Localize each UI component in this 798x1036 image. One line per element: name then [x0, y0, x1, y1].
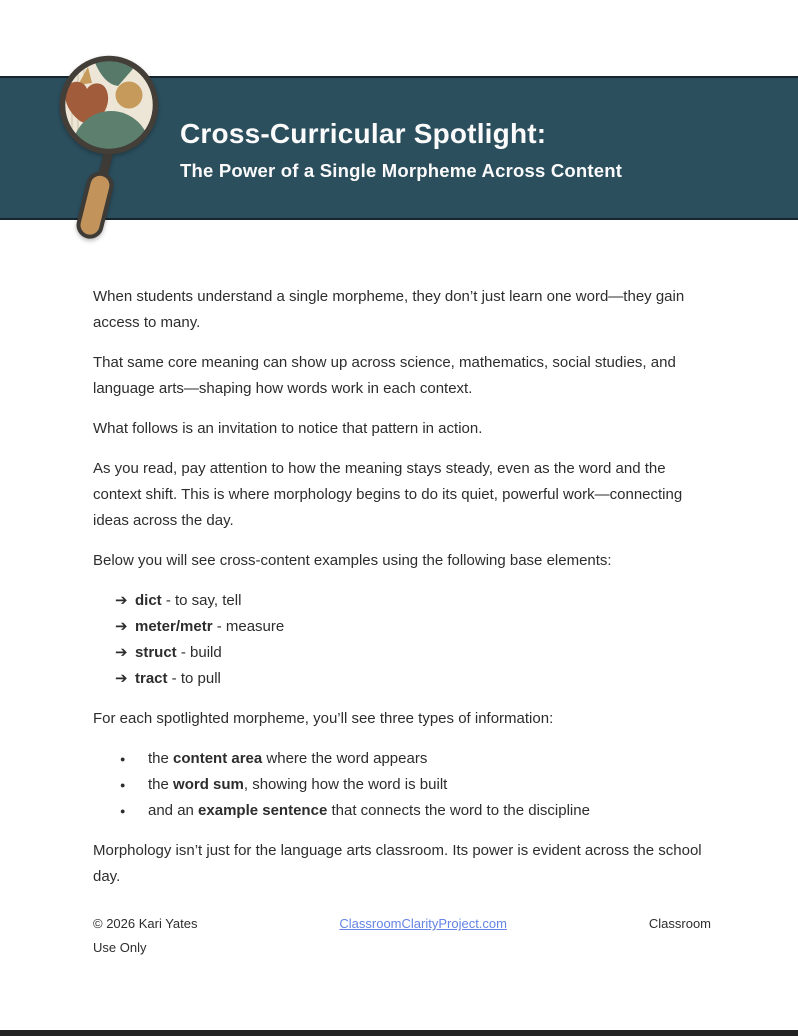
as-you-read-paragraph: As you read, pay attention to how the meaning stays steady, even as the word and the context shift. This is where morphology begins to do its quiet, powerful work—connecting ideas across the day. [93, 460, 683, 529]
arrow-bullet-icon: ➔ [115, 592, 128, 609]
arrow-bullet-icon: ➔ [115, 618, 128, 635]
next-page-edge [0, 1030, 798, 1036]
list-item-example-sentence [93, 798, 711, 824]
document-body [93, 284, 711, 960]
arrow-bullet-icon: ➔ [115, 644, 128, 661]
list-item-text: tract - to pull [135, 670, 221, 687]
list-item-word-sum [93, 772, 711, 798]
dot-bullet-icon: ● [120, 780, 126, 790]
magnifier-handle [76, 144, 121, 239]
arrow-bullet-icon: ➔ [115, 670, 128, 687]
footer-link[interactable]: ClassroomClarityProject.com [339, 916, 507, 931]
page-subtitle: The Power of a Single Morpheme Across Content [180, 160, 623, 181]
magnifying-glass-logo-icon [58, 55, 170, 241]
info-types-list [93, 746, 711, 824]
intro-paragraph: When students understand a single morpheme, they don’t just learn one word—they gain access to many. [93, 288, 685, 331]
page-footer [93, 912, 711, 960]
page-title: Cross-Curricular Spotlight: [180, 118, 547, 149]
list-item-content-area [93, 746, 711, 772]
dot-bullet-icon: ● [120, 806, 126, 816]
copyright-text: © 2026 Kari Yates [93, 916, 198, 931]
list-item-tract [93, 666, 711, 692]
list-item-text: struct - build [135, 644, 222, 661]
header-titles [180, 118, 622, 181]
closing-paragraph: Morphology isn’t just for the language arts classroom. Its power is evident across the school day. [93, 842, 702, 885]
invitation-paragraph: What follows is an invitation to notice that pattern in action. [93, 420, 483, 437]
list-item-meter [93, 614, 711, 640]
core-meaning-paragraph: That same core meaning can show up across science, mathematics, social studies, and language arts—shaping how words work in each context. [93, 354, 676, 397]
footer-right-text: Classroom [648, 916, 711, 931]
info-types-intro: For each spotlighted morpheme, you’ll see three types of information: [93, 710, 554, 727]
list-item-text: and an example sentence that connects the word to the discipline [148, 802, 590, 819]
base-elements-list [93, 588, 711, 692]
footer-second-line: Use Only [93, 940, 147, 955]
list-item-text: the content area where the word appears [148, 750, 428, 767]
dot-bullet-icon: ● [120, 754, 126, 764]
list-item-dict [93, 588, 711, 614]
footer-row [93, 912, 711, 936]
list-item-text: meter/metr - measure [135, 618, 285, 635]
list-item-text: dict - to say, tell [135, 592, 242, 609]
list-item-text: the word sum, showing how the word is built [148, 776, 448, 793]
collage-gold-circle [116, 82, 143, 109]
list-item-struct [93, 640, 711, 666]
base-elements-intro: Below you will see cross-content examples using the following base elements: [93, 552, 612, 569]
